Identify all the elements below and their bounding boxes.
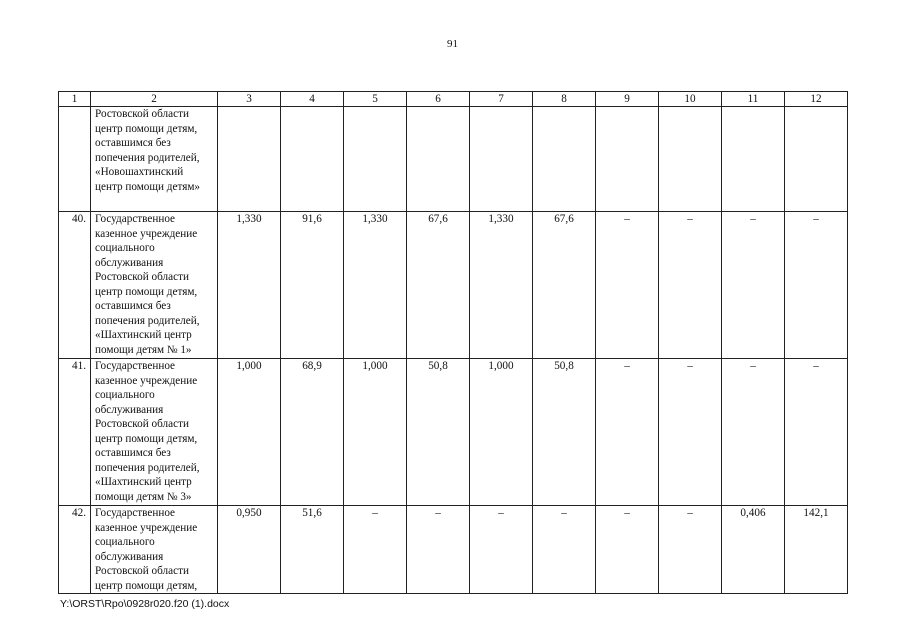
table-cell: 0,950 (218, 506, 281, 594)
column-header: 2 (91, 92, 218, 107)
table-cell: 50,8 (533, 359, 596, 506)
table-cell (533, 107, 596, 212)
table-cell (470, 107, 533, 212)
table-cell (344, 107, 407, 212)
table-cell: – (596, 212, 659, 359)
table-row (59, 107, 848, 212)
row-number: 40. (59, 212, 91, 359)
table-cell: 1,330 (218, 212, 281, 359)
page-number: 91 (447, 38, 458, 50)
table-cell: 67,6 (407, 212, 470, 359)
table-cell: – (722, 212, 785, 359)
table-cell (785, 107, 848, 212)
table-cell (281, 107, 344, 212)
table-cell: 1,000 (470, 359, 533, 506)
column-header: 4 (281, 92, 344, 107)
table-cell: – (596, 506, 659, 594)
table-cell: – (722, 359, 785, 506)
table-cell: 1,000 (218, 359, 281, 506)
table-header-row (59, 92, 848, 107)
table-cell (722, 107, 785, 212)
column-header: 6 (407, 92, 470, 107)
column-header: 1 (59, 92, 91, 107)
column-header: 7 (470, 92, 533, 107)
table-row (59, 506, 848, 594)
institution-name: Государственное казенное учреждение социального обслуживания Ростовской области центр помощи детям, оставшимся без попечения родителей, «Шахтинский центр помощи детям № 1» (91, 212, 218, 359)
table-cell: – (659, 212, 722, 359)
table-cell (407, 107, 470, 212)
table-cell: – (470, 506, 533, 594)
institution-name: Государственное казенное учреждение социального обслуживания Ростовской области центр помощи детям, (91, 506, 218, 594)
table-cell: 0,406 (722, 506, 785, 594)
column-header: 5 (344, 92, 407, 107)
table-cell: 67,6 (533, 212, 596, 359)
row-number (59, 107, 91, 212)
column-header: 9 (596, 92, 659, 107)
table-cell: – (344, 506, 407, 594)
column-header: 12 (785, 92, 848, 107)
data-table (58, 91, 848, 594)
table-cell: 1,330 (470, 212, 533, 359)
column-header: 11 (722, 92, 785, 107)
table-cell: 1,000 (344, 359, 407, 506)
institution-name: Государственное казенное учреждение социального обслуживания Ростовской области центр помощи детям, оставшимся без попечения родителей, «Шахтинский центр помощи детям № 3» (91, 359, 218, 506)
table-cell: – (785, 359, 848, 506)
table-cell: 51,6 (281, 506, 344, 594)
row-number: 41. (59, 359, 91, 506)
institution-name: Ростовской области центр помощи детям, оставшимся без попечения родителей, «Новошахтинский центр помощи детям» (91, 107, 218, 212)
table-cell: 91,6 (281, 212, 344, 359)
column-header: 10 (659, 92, 722, 107)
table-row (59, 212, 848, 359)
table-cell: – (659, 506, 722, 594)
table-cell: 50,8 (407, 359, 470, 506)
table-cell (218, 107, 281, 212)
table-cell: – (785, 212, 848, 359)
document-file-path: Y:\ORST\Rpo\0928r020.f20 (1).docx (60, 598, 230, 610)
table-row (59, 359, 848, 506)
table-cell: 68,9 (281, 359, 344, 506)
table-cell: – (407, 506, 470, 594)
table-cell: – (533, 506, 596, 594)
table-cell: 1,330 (344, 212, 407, 359)
column-header: 3 (218, 92, 281, 107)
row-number: 42. (59, 506, 91, 594)
column-header: 8 (533, 92, 596, 107)
table-cell: – (659, 359, 722, 506)
table-cell (659, 107, 722, 212)
table-cell (596, 107, 659, 212)
table-cell: 142,1 (785, 506, 848, 594)
table-cell: – (596, 359, 659, 506)
